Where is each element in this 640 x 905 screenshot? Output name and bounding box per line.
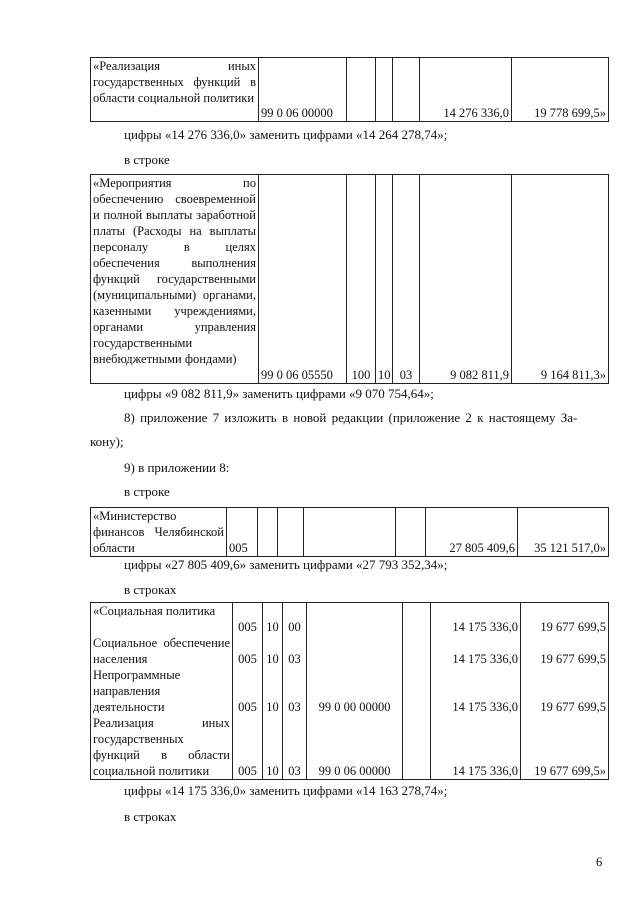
table-row (91, 635, 609, 667)
paragraph-replace-3: цифры «27 805 409,6» заменить цифрами «27 793 352,34»; (124, 557, 448, 572)
row-name: Непрограммные направления деятельности (91, 667, 233, 715)
row-ved: 005 (233, 715, 263, 780)
row-pr (278, 508, 304, 557)
row-value-2015: 9 164 811,3» (512, 175, 609, 384)
table-row (91, 58, 609, 122)
row-value-2015: 19 677 699,5 (521, 667, 609, 715)
row-value-2015: 19 677 699,5 (521, 635, 609, 667)
row-pr: 03 (393, 175, 420, 384)
row-vr (403, 635, 431, 667)
row-name: «Министерство финансов Челябинской области (91, 508, 227, 557)
row-vr (347, 58, 376, 122)
row-rz: 10 (376, 175, 393, 384)
row-name: Социальное обеспечение населения (91, 635, 233, 667)
paragraph-in-rows-1: в строках (124, 582, 177, 597)
row-vr: 100 (347, 175, 376, 384)
row-value-2015: 35 121 517,0» (518, 508, 609, 557)
row-rz (258, 508, 278, 557)
paragraph-item-8: 8) приложение 7 изложить в новой редакции (приложение 2 к настоящему За- (124, 410, 578, 425)
row-pr: 03 (283, 635, 307, 667)
row-code: 99 0 00 00000 (307, 667, 403, 715)
table-row (91, 667, 609, 715)
row-pr: 03 (283, 715, 307, 780)
table-ministry-finance (90, 507, 609, 557)
table-row (91, 175, 609, 384)
row-rz: 10 (263, 635, 283, 667)
row-value-2014: 14 276 336,0 (420, 58, 512, 122)
paragraph-item-9: 9) в приложении 8: (124, 460, 230, 475)
row-ved: 005 (233, 603, 263, 635)
paragraph-item-8-cont: кону); (90, 434, 124, 449)
row-pr: 00 (283, 603, 307, 635)
paragraph-in-row-1: в строке (124, 152, 170, 167)
row-value-2014: 14 175 336,0 (431, 603, 521, 635)
row-value-2014: 9 082 811,9 (420, 175, 512, 384)
row-name: «Реализация иных государственных функций в области социальной политики (91, 58, 259, 122)
paragraph-replace-1: цифры «14 276 336,0» заменить цифрами «14 264 278,74»; (124, 127, 448, 142)
row-rz: 10 (263, 667, 283, 715)
row-ved: 005 (233, 635, 263, 667)
table-social-policy (90, 602, 609, 780)
row-ved: 005 (233, 667, 263, 715)
paragraph-in-row-2: в строке (124, 484, 170, 499)
table-salary-measures (90, 174, 609, 384)
row-rz: 10 (263, 715, 283, 780)
table-row (91, 715, 609, 780)
row-name: Реализация иных государственных функций в области социальной политики (91, 715, 233, 780)
paragraph-replace-4: цифры «14 175 336,0» заменить цифрами «14 163 278,74»; (124, 783, 448, 798)
row-vr (403, 603, 431, 635)
table-row (91, 508, 609, 557)
table-row (91, 603, 609, 635)
row-value-2014: 14 175 336,0 (431, 667, 521, 715)
row-value-2015: 19 778 699,5» (512, 58, 609, 122)
row-name: «Мероприятия по обеспечению своевременной и полной выплаты заработной платы (Расходы на выплаты персоналу в целях обеспечения выполнения функций государственными (муниципальными) органами, казенными учреждениями, органами управления государственными внебюджетными фондами) (91, 175, 259, 384)
row-code (307, 603, 403, 635)
paragraph-in-rows-2: в строках (124, 809, 177, 824)
row-ved: 005 (227, 508, 258, 557)
row-code: 99 0 06 00000 (307, 715, 403, 780)
row-vr (403, 667, 431, 715)
row-value-2014: 27 805 409,6 (426, 508, 518, 557)
row-code: 99 0 06 00000 (259, 58, 347, 122)
row-rz (376, 58, 393, 122)
row-value-2014: 14 175 336,0 (431, 635, 521, 667)
table-social-functions (90, 57, 609, 122)
row-value-2014: 14 175 336,0 (431, 715, 521, 780)
row-code: 99 0 06 05550 (259, 175, 347, 384)
row-pr (393, 58, 420, 122)
row-value-2015: 19 677 699,5 (521, 603, 609, 635)
row-code (304, 508, 396, 557)
page-number: 6 (596, 855, 603, 869)
paragraph-replace-2: цифры «9 082 811,9» заменить цифрами «9 070 754,64»; (124, 386, 434, 401)
row-code (307, 635, 403, 667)
row-vr (396, 508, 426, 557)
row-vr (403, 715, 431, 780)
row-value-2015: 19 677 699,5» (521, 715, 609, 780)
row-rz: 10 (263, 603, 283, 635)
row-name: «Социальная политика (91, 603, 233, 635)
row-pr: 03 (283, 667, 307, 715)
